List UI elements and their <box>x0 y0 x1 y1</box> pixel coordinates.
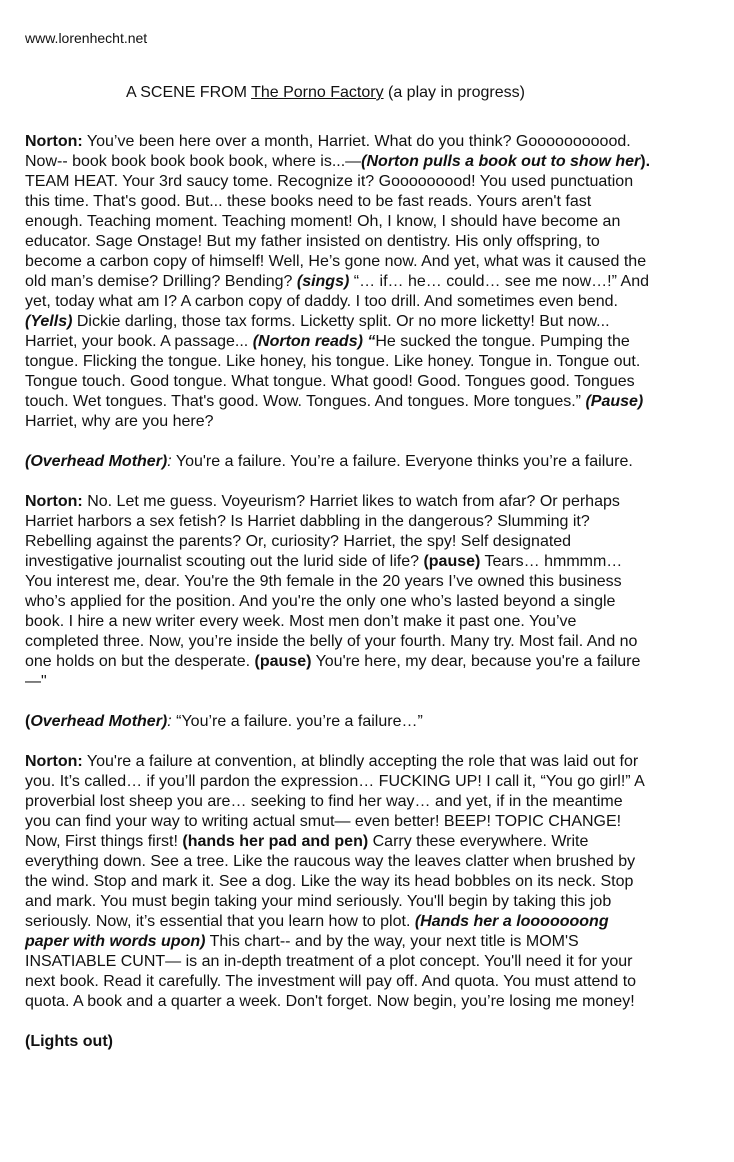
speaker-name: Norton: <box>25 133 83 150</box>
stage-direction: (Yells) <box>25 313 73 330</box>
play-title: The Porno Factory <box>251 84 384 101</box>
paragraph-norton-1 <box>25 132 695 432</box>
dialogue: You’ve been here over a month, Harriet. What do you think? Gooooooooood. Now-- book book book book book, where is...— <box>25 133 631 170</box>
stage-direction: (Norton pulls a book out to show her <box>361 153 641 170</box>
speaker-open-paren: ( <box>25 713 31 730</box>
paragraph-norton-3 <box>25 752 695 1012</box>
speaker-name: (Overhead Mother) <box>25 453 168 470</box>
stage-direction: (Norton reads) “ <box>252 333 376 350</box>
dialogue: You're here, my dear, because you're a failure —" <box>25 653 641 690</box>
stage-direction: (pause) <box>254 653 312 670</box>
stage-direction: (sings) <box>296 273 350 290</box>
speaker-name: Overhead Mother) <box>30 713 168 730</box>
speaker-name: Norton: <box>25 753 83 770</box>
dialogue: You're a failure. You’re a failure. Everyone thinks you’re a failure. <box>171 453 633 470</box>
dialogue: No. Let me guess. Voyeurism? Harriet likes to watch from afar? Or perhaps Harriet harbors a sex fetish? Is Harriet dabbling in the dangerous? Slumming it? Rebelling against the parents? Or, curiosity? Harriet, the spy! Self designated investigative journalist scouting out the lurid side of life? <box>25 493 620 570</box>
dialogue: “… if… he… could… see me now…!” And yet, today what am I? A carbon copy of daddy. I too drill. And sometimes even bend. <box>25 273 649 310</box>
paragraph-mother-1 <box>25 452 695 472</box>
speaker-name: Norton: <box>25 493 83 510</box>
dialogue: Harriet, why are you here? <box>25 413 214 430</box>
dialogue: “You’re a failure. you’re a failure…” <box>171 713 423 730</box>
speaker-colon: : <box>167 453 172 470</box>
stage-direction: (Hands her a looooooong paper with words upon) <box>25 913 609 950</box>
dialogue: This chart-- and by the way, your next title is MOM'S INSATIABLE CUNT— is an in-depth treatment of a plot concept. You'll need it for your next book. Read it carefully. The investment will pay off. And quota. You must attend to quota. A book and a quarter a week. Don't forget. Now begin, you’re losing me money! <box>25 933 637 1010</box>
lights-out-direction: (Lights out) <box>25 1033 113 1050</box>
dialogue: You're a failure at convention, at blindly accepting the role that was laid out for you. It’s called… if you’ll pardon the expression… FUCKING UP! I call it, “You go girl!” A proverbial lost sheep you are… seeking to find her way… and yet, if in the meantime you can find your way to writing actual smut— even better! BEEP! TOPIC CHANGE! Now, First things first! <box>25 753 645 850</box>
dialogue: TEAM HEAT. Your 3rd saucy tome. Recognize it? Gooooooood! You used punctuation this time. That's good. But... these books need to be fast reads. Yours aren't fast enough. Teaching moment. Teaching moment! Oh, I know, I should have become an educator. Sage Onstage! But my father insisted on dentistry. His only offspring, to become a carbon copy of himself! Well, He’s gone now. And yet, what was it caused the old man’s demise? Drilling? Bending? <box>25 173 647 290</box>
dialogue: Tears… hmmmm… You interest me, dear. You're the 9th female in the 20 years I’ve owned this business who’s applied for the position. And you're the only one who’s lasted beyond a single book. I hire a new writer every week. Most men don’t make it past one. You’ve completed three. Now, you’re inside the belly of your fourth. Many try. Most fail. And no one holds on but the desperate. <box>25 553 638 670</box>
stage-direction-end: ). <box>640 153 651 170</box>
speaker-colon: : <box>167 713 172 730</box>
dialogue: Dickie darling, those tax forms. Licketty split. Or no more licketty! But now... Harriet, your book. A passage... <box>25 313 610 350</box>
paragraph-mother-2 <box>25 712 695 732</box>
stage-direction: (Pause) <box>585 393 644 410</box>
paragraph-norton-2 <box>25 492 695 692</box>
title-suffix: (a play in progress) <box>383 84 525 101</box>
stage-direction: (pause) <box>423 553 481 570</box>
script-body <box>25 132 695 1072</box>
dialogue: Carry these everywhere. Write everything down. See a tree. Like the raucous way the leaves clatter when brushed by the wind. Stop and mark it. See a dog. Like the way its head bobbles on its neck. Stop and mark. You must begin taking your mind seriously. You'll begin by taking this job seriously. Now, it’s essential that you learn how to plot. <box>25 833 636 930</box>
page-title <box>126 84 525 102</box>
title-prefix: A SCENE FROM <box>126 84 252 101</box>
site-url: www.lorenhecht.net <box>25 30 148 46</box>
stage-direction: (hands her pad and pen) <box>182 833 369 850</box>
dialogue: He sucked the tongue. Pumping the tongue. Flicking the tongue. Like honey, his tongue. Like honey. Tongue in. Tongue out. Tongue touch. Good tongue. What tongue. What good! Good. Tongues good. Tongues touch. Wet tongues. That's good. Wow. Tongues. And tongues. More tongues.” <box>25 333 641 410</box>
